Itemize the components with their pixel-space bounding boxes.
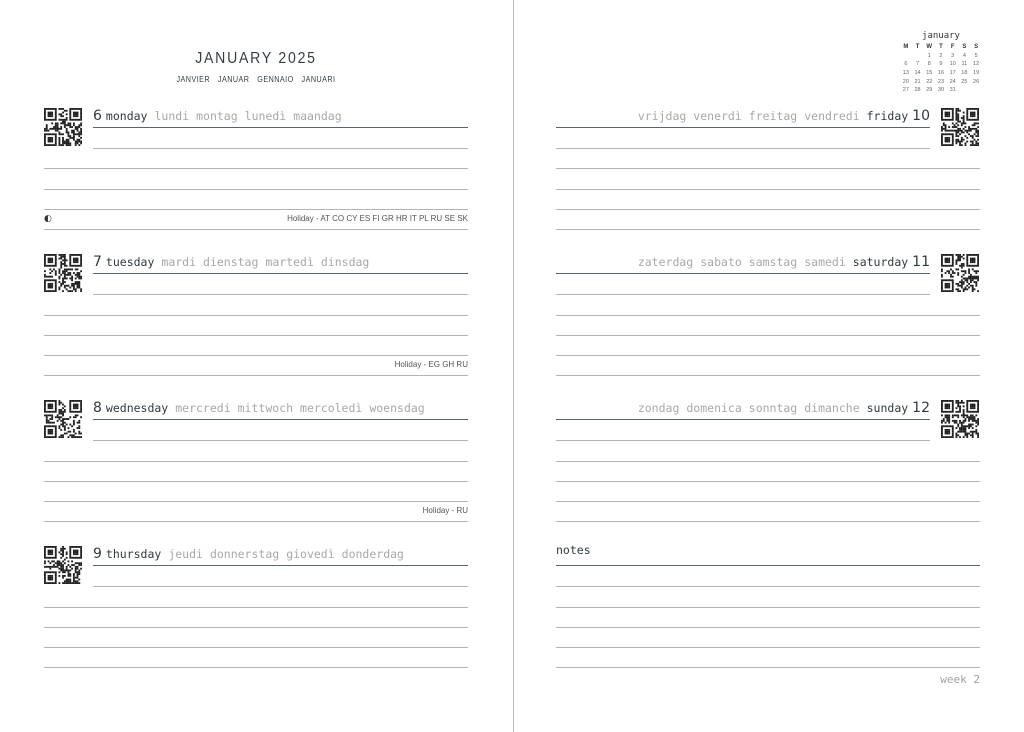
- weekday-header: W: [926, 44, 933, 51]
- writing-line: [556, 315, 980, 316]
- day-translation: venerdì: [693, 109, 742, 123]
- mini-calendar-day: [959, 86, 971, 95]
- writing-line: [556, 627, 980, 628]
- mini-calendar-title: january: [922, 31, 960, 41]
- month-subtitles: [26, 75, 487, 84]
- qr-code-icon: [44, 254, 82, 292]
- weekday-header: S: [962, 44, 967, 51]
- mini-calendar-day: 28: [914, 87, 921, 94]
- writing-line: [556, 229, 980, 230]
- mini-calendar-day: 16: [937, 70, 945, 77]
- day-number: 8: [93, 400, 102, 416]
- mini-calendar-day: 11: [961, 61, 968, 68]
- writing-line: [556, 607, 980, 608]
- day-translation: vrijdag: [637, 109, 687, 123]
- day-header-tuesday: [93, 251, 468, 274]
- day-translation: vendredi: [804, 109, 860, 123]
- holiday-note: Holiday - EG GH RU: [394, 360, 468, 369]
- writing-line: [556, 647, 980, 648]
- mini-calendar-day: 31: [949, 87, 956, 94]
- page-spine: [513, 0, 514, 732]
- mini-calendar-day: 5: [974, 52, 978, 59]
- writing-line: [556, 501, 980, 502]
- notes-header: [556, 543, 980, 566]
- writing-line: [44, 335, 468, 336]
- writing-line: [44, 168, 468, 169]
- day-number: 10: [912, 108, 930, 124]
- mini-calendar-day: 30: [937, 87, 945, 94]
- day-translation: maandag: [293, 109, 342, 123]
- day-header-thursday: [93, 543, 468, 566]
- mini-calendar: [900, 31, 982, 95]
- writing-line: [44, 315, 468, 316]
- day-header-friday: [556, 105, 930, 128]
- mini-calendar-day: 4: [962, 52, 966, 59]
- day-translation: woensdag: [369, 401, 425, 415]
- day-translation: martedì: [265, 255, 314, 269]
- weekday-header: T: [915, 44, 920, 51]
- mini-calendar-day: 26: [973, 78, 980, 85]
- day-translation: dinsdag: [320, 255, 370, 269]
- day-number: 11: [912, 254, 930, 270]
- writing-line: [44, 501, 468, 502]
- day-header-monday: [93, 105, 468, 128]
- holiday-note: Holiday - AT CO CY ES FI GR HR IT PL RU SE SK: [287, 214, 468, 223]
- mini-calendar-day: 3: [951, 52, 955, 59]
- day-translation: freitag: [748, 109, 798, 123]
- day-name: monday: [105, 109, 148, 123]
- mini-calendar-day: 29: [926, 87, 933, 94]
- day-translation: samstag: [748, 255, 798, 269]
- mini-calendar-day: 6: [904, 61, 908, 68]
- writing-line: [556, 335, 980, 336]
- day-name: saturday: [852, 255, 909, 269]
- mini-calendar-day: [900, 52, 912, 61]
- writing-line: [556, 586, 980, 587]
- mini-calendar-day: 20: [902, 78, 909, 85]
- mini-calendar-day: 10: [949, 61, 956, 68]
- mini-calendar-weekday-row: [900, 43, 982, 52]
- writing-line: [556, 440, 930, 441]
- day-number: 9: [93, 546, 102, 562]
- writing-line: [556, 481, 980, 482]
- weekday-header: S: [974, 44, 979, 51]
- day-translation: dimanche: [804, 401, 860, 415]
- month-title: JANUARY 2025: [195, 50, 317, 67]
- day-number: 7: [93, 254, 102, 270]
- day-translation: domenica: [686, 401, 742, 415]
- writing-line: [44, 627, 468, 628]
- holiday-note: Holiday - RU: [422, 506, 468, 515]
- day-header-wednesday: [93, 397, 468, 420]
- day-translation: mercredi: [175, 401, 231, 415]
- writing-line: [556, 667, 980, 668]
- writing-line: [556, 209, 980, 210]
- day-translation: sabato: [700, 255, 742, 269]
- day-number: 6: [93, 108, 102, 124]
- writing-line: [93, 148, 468, 149]
- writing-line: [44, 355, 468, 356]
- mini-calendar-day: 19: [973, 70, 980, 77]
- day-translation: sonntag: [748, 401, 798, 415]
- day-translation: lunedì: [244, 109, 287, 123]
- weekday-header: F: [950, 44, 955, 51]
- writing-line: [44, 481, 468, 482]
- day-header-sunday: [556, 397, 930, 420]
- writing-line: [93, 440, 468, 441]
- writing-line: [93, 586, 468, 587]
- mini-calendar-day: 27: [902, 87, 909, 94]
- day-translation: zaterdag: [637, 255, 694, 269]
- mini-calendar-day: 9: [939, 61, 943, 68]
- mini-calendar-day: 24: [949, 78, 956, 85]
- mini-calendar-day: 14: [914, 70, 921, 77]
- qr-code-icon: [941, 400, 979, 438]
- mini-calendar-day: 13: [902, 70, 909, 77]
- moon-phase-icon: ◐: [44, 214, 52, 224]
- day-translation: donnerstag: [209, 547, 280, 561]
- day-name: thursday: [105, 547, 162, 561]
- day-translation: samedi: [804, 255, 846, 269]
- writing-line: [556, 148, 930, 149]
- week-number: week 2: [940, 673, 980, 686]
- day-translation: mercoledì: [300, 401, 363, 415]
- mini-calendar-day: 8: [927, 61, 931, 68]
- mini-calendar-day: 21: [914, 78, 921, 85]
- month-subtitle-de: JANUAR: [217, 75, 250, 84]
- writing-line: [44, 189, 468, 190]
- writing-line: [556, 189, 980, 190]
- mini-calendar-day: 23: [937, 78, 945, 85]
- writing-line: [44, 375, 468, 376]
- writing-line: [93, 294, 468, 295]
- day-header-saturday: [556, 251, 930, 274]
- mini-calendar-week: [900, 52, 982, 61]
- qr-code-icon: [941, 254, 979, 292]
- mini-calendar-week: [900, 60, 982, 69]
- mini-calendar-day: 15: [926, 70, 933, 77]
- mini-calendar-day: 2: [939, 52, 943, 59]
- day-translation: jeudi: [168, 547, 203, 561]
- day-name: sunday: [866, 401, 909, 415]
- weekday-header: T: [939, 44, 943, 51]
- day-translation: donderdag: [341, 547, 404, 561]
- day-name: friday: [866, 109, 909, 123]
- mini-calendar-day: [970, 86, 982, 95]
- day-translation: giovedì: [286, 547, 335, 561]
- writing-line: [44, 647, 468, 648]
- qr-code-icon: [941, 108, 979, 146]
- writing-line: [44, 229, 468, 230]
- day-translation: zondag: [637, 401, 680, 415]
- writing-line: [556, 461, 980, 462]
- mini-calendar-day: 1: [927, 52, 931, 59]
- writing-line: [44, 607, 468, 608]
- mini-calendar-day: 12: [973, 61, 980, 68]
- mini-calendar-week: [900, 86, 982, 95]
- day-translation: lundi: [154, 109, 190, 123]
- day-name: tuesday: [105, 255, 155, 269]
- day-translation: dienstag: [203, 255, 259, 269]
- month-subtitle-it: GENNAIO: [257, 75, 294, 84]
- notes-label: notes: [556, 543, 591, 557]
- mini-calendar-day: [912, 52, 924, 61]
- writing-line: [44, 667, 468, 668]
- qr-code-icon: [44, 108, 82, 146]
- mini-calendar-day: 18: [961, 70, 968, 77]
- mini-calendar-grid: [900, 43, 982, 95]
- writing-line: [556, 521, 980, 522]
- writing-line: [556, 168, 980, 169]
- mini-calendar-week: [900, 69, 982, 78]
- qr-code-icon: [44, 400, 82, 438]
- mini-calendar-day: 25: [961, 78, 968, 85]
- writing-line: [556, 294, 930, 295]
- mini-calendar-day: 22: [926, 78, 933, 85]
- mini-calendar-day: 17: [949, 70, 956, 77]
- mini-calendar-day: 7: [916, 61, 920, 68]
- day-translation: mittwoch: [237, 401, 294, 415]
- writing-line: [44, 209, 468, 210]
- day-name: wednesday: [105, 401, 169, 415]
- day-translation: montag: [196, 109, 238, 123]
- mini-calendar-week: [900, 77, 982, 86]
- day-translation: mardi: [161, 255, 197, 269]
- writing-line: [44, 521, 468, 522]
- qr-code-icon: [44, 546, 82, 584]
- writing-line: [44, 461, 468, 462]
- month-subtitle-nl: JANUARI: [301, 75, 336, 84]
- writing-line: [556, 355, 980, 356]
- writing-line: [556, 375, 980, 376]
- month-subtitle-fr: JANVIER: [176, 75, 211, 84]
- day-number: 12: [912, 400, 930, 416]
- weekday-header: M: [903, 44, 909, 51]
